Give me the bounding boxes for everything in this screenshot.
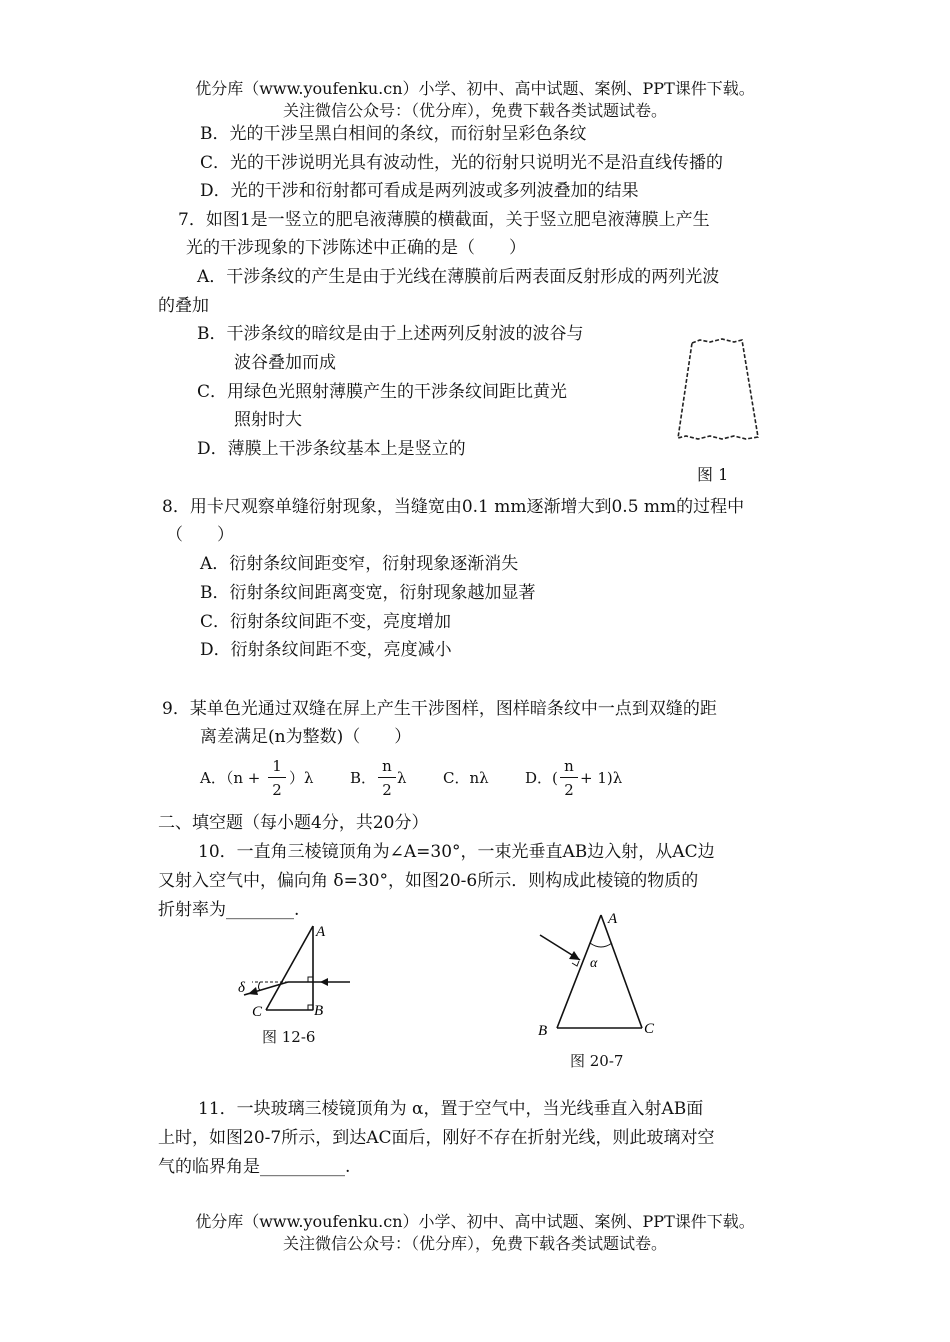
q9-option-a-suffix: ）λ — [289, 769, 314, 787]
q9-stem-line-1: 9．某单色光通过双缝在屏上产生干涉图样，图样暗条纹中一点到双缝的距 — [162, 699, 717, 719]
header-line-1: 优分库（www.youfenku.cn）小学、初中、高中试题、案例、PPT课件下载。 — [195, 79, 755, 98]
q8-option-c: C．衍射条纹间距不变，亮度增加 — [200, 612, 452, 632]
q9-option-b-prefix: B． — [350, 769, 377, 787]
q10-line-1: 10．一直角三棱镜顶角为∠A=30°，一束光垂直AB边入射，从AC边 — [198, 842, 715, 862]
q9-option-d-numerator: n — [564, 757, 574, 775]
header-line-2: 关注微信公众号：（优分库），免费下载各类试题试卷。 — [282, 101, 667, 120]
q8-option-a: A．衍射条纹间距变窄，衍射现象逐渐消失 — [200, 554, 519, 574]
q7-option-b-line-1: B．干涉条纹的暗纹是由于上述两列反射波的波谷与 — [197, 324, 584, 344]
right-angle-mark — [572, 961, 579, 966]
incident-ray-arrow — [569, 951, 580, 960]
q11-line-2: 上时，如图20-7所示，到达AC面后，刚好不存在折射光线，则此玻璃对空 — [158, 1128, 715, 1148]
apex-angle-arc — [590, 943, 612, 947]
q9-option-c: C．nλ — [443, 769, 489, 787]
fig207-label-c: C — [644, 1021, 655, 1037]
q9-option-d-denominator: 2 — [564, 781, 574, 799]
figure-20-7-caption: 图 20-7 — [570, 1052, 624, 1070]
q7-option-c-line-1: C．用绿色光照射薄膜产生的干涉条纹间距比黄光 — [197, 382, 568, 402]
q7-option-b-line-2: 波谷叠加而成 — [234, 353, 336, 373]
q6-option-d: D．光的干涉和衍射都可看成是两列波或多列波叠加的结果 — [200, 181, 639, 201]
figure-1-caption: 图 1 — [697, 465, 729, 484]
figure-20-7-prism — [530, 905, 670, 1045]
figure-12-6-prism — [230, 918, 360, 1028]
prism-side-ac — [266, 926, 313, 1010]
q9-stem-line-2: 离差满足(n为整数)（ ） — [200, 727, 412, 747]
figure-1-soap-film — [670, 335, 770, 445]
q10-line-3: 折射率为________. — [158, 900, 300, 920]
fig126-label-delta: δ — [238, 980, 245, 996]
q9-option-b-suffix: λ — [397, 769, 407, 787]
q7-option-c-line-2: 照射时大 — [234, 410, 302, 430]
q7-option-a-line-2: 的叠加 — [158, 296, 209, 316]
fig207-label-b: B — [538, 1023, 548, 1039]
q7-option-a-line-1: A．干涉条纹的产生是由于光线在薄膜前后两表面反射形成的两列光波 — [197, 267, 720, 287]
q9-option-a-prefix: A．（n + — [200, 769, 261, 787]
footer-line-1: 优分库（www.youfenku.cn）小学、初中、高中试题、案例、PPT课件下载。 — [195, 1212, 755, 1231]
q9-option-a-denominator: 2 — [272, 781, 282, 799]
fig126-label-a: A — [316, 924, 326, 940]
q8-stem-line-1: 8．用卡尺观察单缝衍射现象，当缝宽由0.1 mm逐渐增大到0.5 mm的过程中 — [162, 497, 745, 517]
fig207-label-alpha: α — [590, 956, 598, 971]
soap-film-outline — [678, 339, 758, 439]
q9-option-d-suffix: + 1)λ — [580, 769, 623, 787]
incident-ray-arrow — [320, 978, 328, 986]
q9-option-a-numerator: 1 — [272, 757, 282, 775]
q10-line-2: 又射入空气中，偏向角 δ=30°，如图20-6所示．则构成此棱镜的物质的 — [158, 871, 699, 891]
q9-option-b-denominator: 2 — [382, 781, 392, 799]
deviation-angle-arc — [259, 982, 261, 990]
q7-stem-line-1: 7．如图1是一竖立的肥皂液薄膜的横截面，关于竖立肥皂液薄膜上产生 — [178, 210, 710, 230]
q8-stem-line-2: （ ） — [166, 525, 234, 545]
fig126-label-c: C — [252, 1004, 263, 1020]
q11-line-1: 11．一块玻璃三棱镜顶角为 α，置于空气中，当光线垂直入射AB面 — [198, 1099, 704, 1119]
q9-option-d-prefix: D．( — [525, 769, 558, 787]
q11-line-3: 气的临界角是__________. — [158, 1157, 351, 1177]
q9-option-b-numerator: n — [382, 757, 392, 775]
section-2-title: 二、填空题（每小题4分，共20分） — [158, 813, 429, 833]
q7-stem-line-2: 光的干涉现象的下涉陈述中正确的是（ ） — [186, 238, 526, 258]
fig207-label-a: A — [608, 911, 618, 927]
prism-side-ab — [557, 915, 601, 1028]
figure-12-6-caption: 图 12-6 — [262, 1028, 316, 1046]
q6-option-b: B．光的干涉呈黑白相间的条纹，而衍射呈彩色条纹 — [200, 124, 587, 144]
refracted-ray-arrow — [248, 987, 258, 995]
footer-line-2: 关注微信公众号：（优分库），免费下载各类试题试卷。 — [282, 1234, 667, 1253]
q8-option-d: D．衍射条纹间距不变，亮度减小 — [200, 640, 452, 660]
fig126-label-b: B — [314, 1003, 324, 1019]
q6-option-c: C．光的干涉说明光具有波动性，光的衍射只说明光不是沿直线传播的 — [200, 153, 724, 173]
q7-option-d: D．薄膜上干涉条纹基本上是竖立的 — [197, 439, 466, 459]
prism-side-ac — [601, 915, 642, 1028]
q8-option-b: B．衍射条纹间距离变宽，衍射现象越加显著 — [200, 583, 536, 603]
